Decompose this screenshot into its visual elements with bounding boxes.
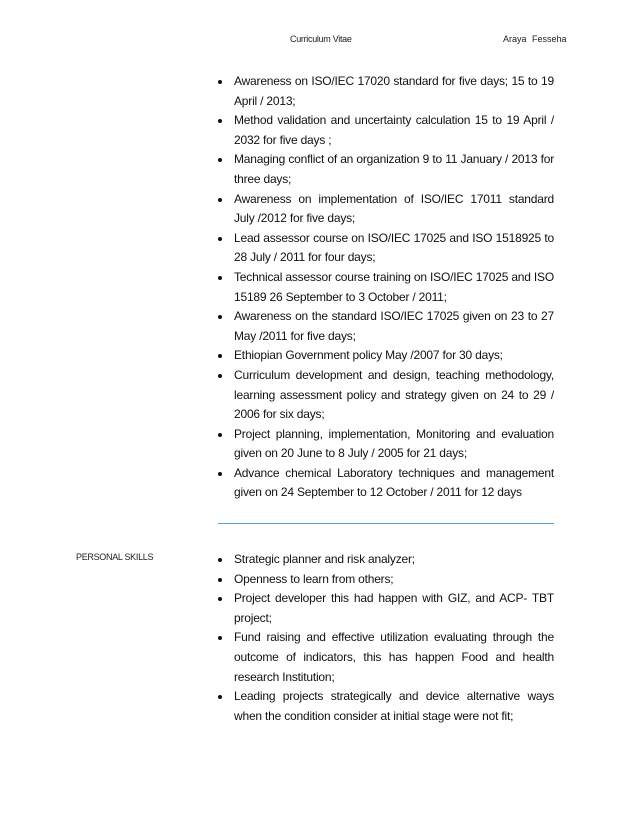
list-item-text: Ethiopian Government policy May /2007 for 30 days;	[234, 348, 503, 363]
list-item-text: Method validation and uncertainty calculation 15 to 19 April / 2032 for five days ;	[234, 113, 554, 147]
bullet-icon	[218, 433, 222, 437]
list-item-text: Project planning, implementation, Monitoring and evaluation given on 20 June to 8 July / 2005 for 21 days;	[234, 426, 554, 461]
list-item-text: Project developer this had happen with GIZ, and ACP- TBT project;	[234, 591, 554, 625]
bullet-icon	[218, 374, 222, 378]
list-item-text: Leading projects strategically and device alternative ways when the condition consider at initial stage were not fit;	[234, 689, 554, 723]
list-item	[218, 111, 554, 150]
list-item	[218, 425, 554, 464]
bullet-icon	[218, 237, 222, 241]
bullet-icon	[218, 158, 222, 162]
bullet-icon	[218, 578, 222, 582]
list-item-text: Curriculum development and design, teaching methodology, learning assessment policy and strategy given on 24 to 29 / 2006 for six days;	[234, 367, 554, 422]
bullet-icon	[218, 315, 222, 319]
header-title: Curriculum Vitae	[290, 34, 352, 44]
list-item	[218, 687, 554, 726]
personal-skills-heading: PERSONAL SKILLS	[76, 552, 154, 562]
list-item	[218, 570, 554, 590]
bullet-icon	[218, 695, 222, 699]
personal-skills-list	[218, 550, 554, 726]
list-item-text: Lead assessor course on ISO/IEC 17025 and ISO 1518925 to 28 July / 2011 for four days;	[234, 230, 554, 265]
list-item-text: Awareness on ISO/IEC 17020 standard for five days; 15 to 19 April / 2013;	[234, 74, 554, 108]
bullet-icon	[218, 119, 222, 123]
list-item	[218, 307, 554, 346]
list-item	[218, 72, 554, 111]
bullet-icon	[218, 472, 222, 476]
list-item-text: Fund raising and effective utilization evaluating through the outcome of indicators, this has happen Food and health research Institution;	[234, 630, 554, 684]
list-item	[218, 366, 554, 425]
bullet-icon	[218, 276, 222, 280]
list-item	[218, 628, 554, 687]
list-item	[218, 268, 554, 307]
bullet-icon	[218, 558, 222, 562]
list-item	[218, 150, 554, 189]
section-divider	[218, 523, 554, 524]
list-item	[218, 229, 554, 268]
list-item-text: Awareness on the standard ISO/IEC 17025 given on 23 to 27 May /2011 for five days;	[234, 309, 554, 343]
list-item	[218, 190, 554, 229]
bullet-icon	[218, 597, 222, 601]
header-author: Araya Fesseha	[503, 34, 567, 44]
list-item-text: Advance chemical Laboratory techniques and management given on 24 September to 12 October / 2011 for 12 days	[234, 465, 554, 500]
list-item	[218, 346, 554, 366]
list-item-text: Strategic planner and risk analyzer;	[234, 552, 415, 566]
bullet-icon	[218, 354, 222, 358]
training-list	[218, 72, 554, 503]
bullet-icon	[218, 198, 222, 202]
list-item-text: Openness to learn from others;	[234, 571, 394, 586]
list-item	[218, 550, 554, 570]
bullet-icon	[218, 636, 222, 640]
bullet-icon	[218, 80, 222, 84]
list-item	[218, 589, 554, 628]
list-item-text: Awareness on implementation of ISO/IEC 17011 standard July /2012 for five days;	[234, 191, 554, 226]
list-item-text: Technical assessor course training on ISO/IEC 17025 and ISO 15189 26 September to 3 October / 2011;	[234, 269, 554, 304]
training-section	[218, 72, 554, 503]
personal-skills-section	[218, 550, 554, 726]
list-item	[218, 464, 554, 503]
list-item-text: Managing conflict of an organization 9 to 11 January / 2013 for three days;	[234, 152, 554, 186]
